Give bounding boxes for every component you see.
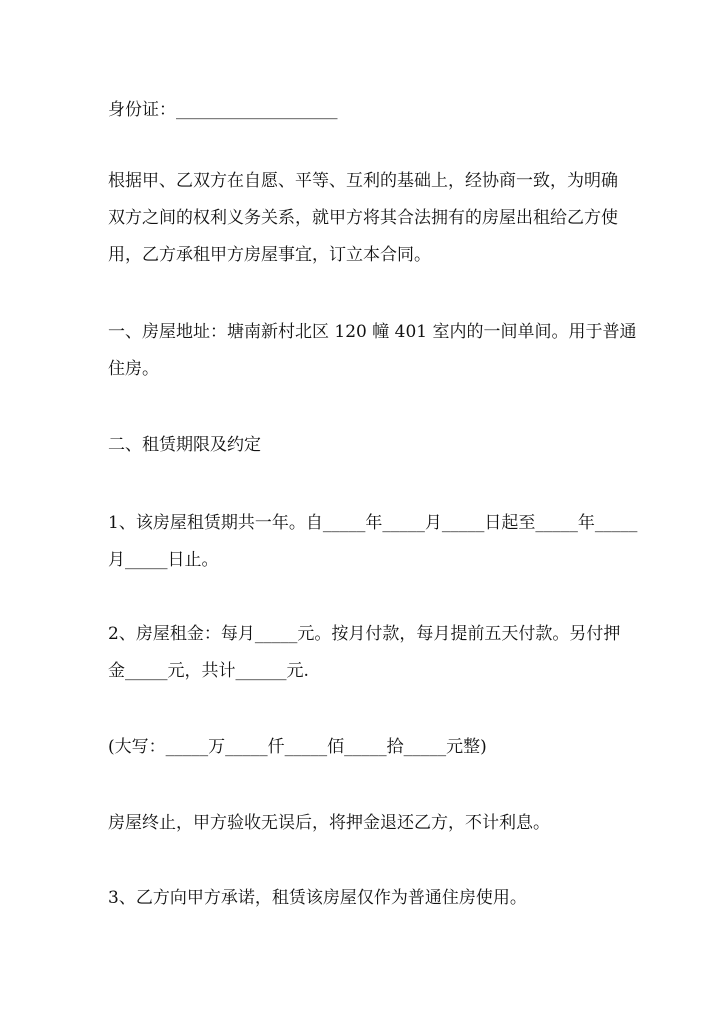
deposit-return-line bbox=[108, 805, 616, 842]
id-card-label: 身份证： bbox=[108, 100, 176, 120]
section-title: 二、租赁期限及约定 bbox=[108, 435, 261, 455]
capital-amount-line bbox=[108, 729, 616, 766]
clause-lease-period bbox=[108, 505, 638, 579]
id-card-line bbox=[108, 92, 616, 129]
address-line: 一、房屋地址：塘南新村北区 120 幢 401 室内的一间单间。用于普通 bbox=[108, 322, 637, 342]
section-lease-term-title bbox=[108, 427, 616, 464]
clause-line: 2、房屋租金：每月_____元。按月付款，每月提前五天付款。另付押 bbox=[108, 624, 621, 644]
deposit-text: 房屋终止，甲方验收无误后，将押金退还乙方，不计利息。 bbox=[108, 813, 550, 833]
clause-line: 金_____元，共计______元. bbox=[108, 661, 309, 681]
clause-rent bbox=[108, 616, 621, 690]
clause-line: 月_____日止。 bbox=[108, 550, 219, 570]
intro-line: 双方之间的权利义务关系，就甲方将其合法拥有的房屋出租给乙方使 bbox=[108, 208, 618, 228]
clause-line: 3、乙方向甲方承诺，租赁该房屋仅作为普通住房使用。 bbox=[108, 888, 527, 908]
id-card-blank: ___________________ bbox=[176, 100, 338, 120]
clause-usage bbox=[108, 880, 616, 917]
capital-text: (大写：_____万_____仟_____佰_____拾_____元整) bbox=[108, 737, 487, 757]
section-house-address bbox=[108, 314, 637, 388]
address-line: 住房。 bbox=[108, 359, 159, 379]
intro-line: 用，乙方承租甲方房屋事宜，订立本合同。 bbox=[108, 245, 431, 265]
intro-paragraph bbox=[108, 163, 616, 274]
clause-line: 1、该房屋租赁期共一年。自_____年_____月_____日起至_____年_____ bbox=[108, 513, 638, 533]
intro-line: 根据甲、乙双方在自愿、平等、互利的基础上，经协商一致，为明确 bbox=[108, 171, 618, 191]
